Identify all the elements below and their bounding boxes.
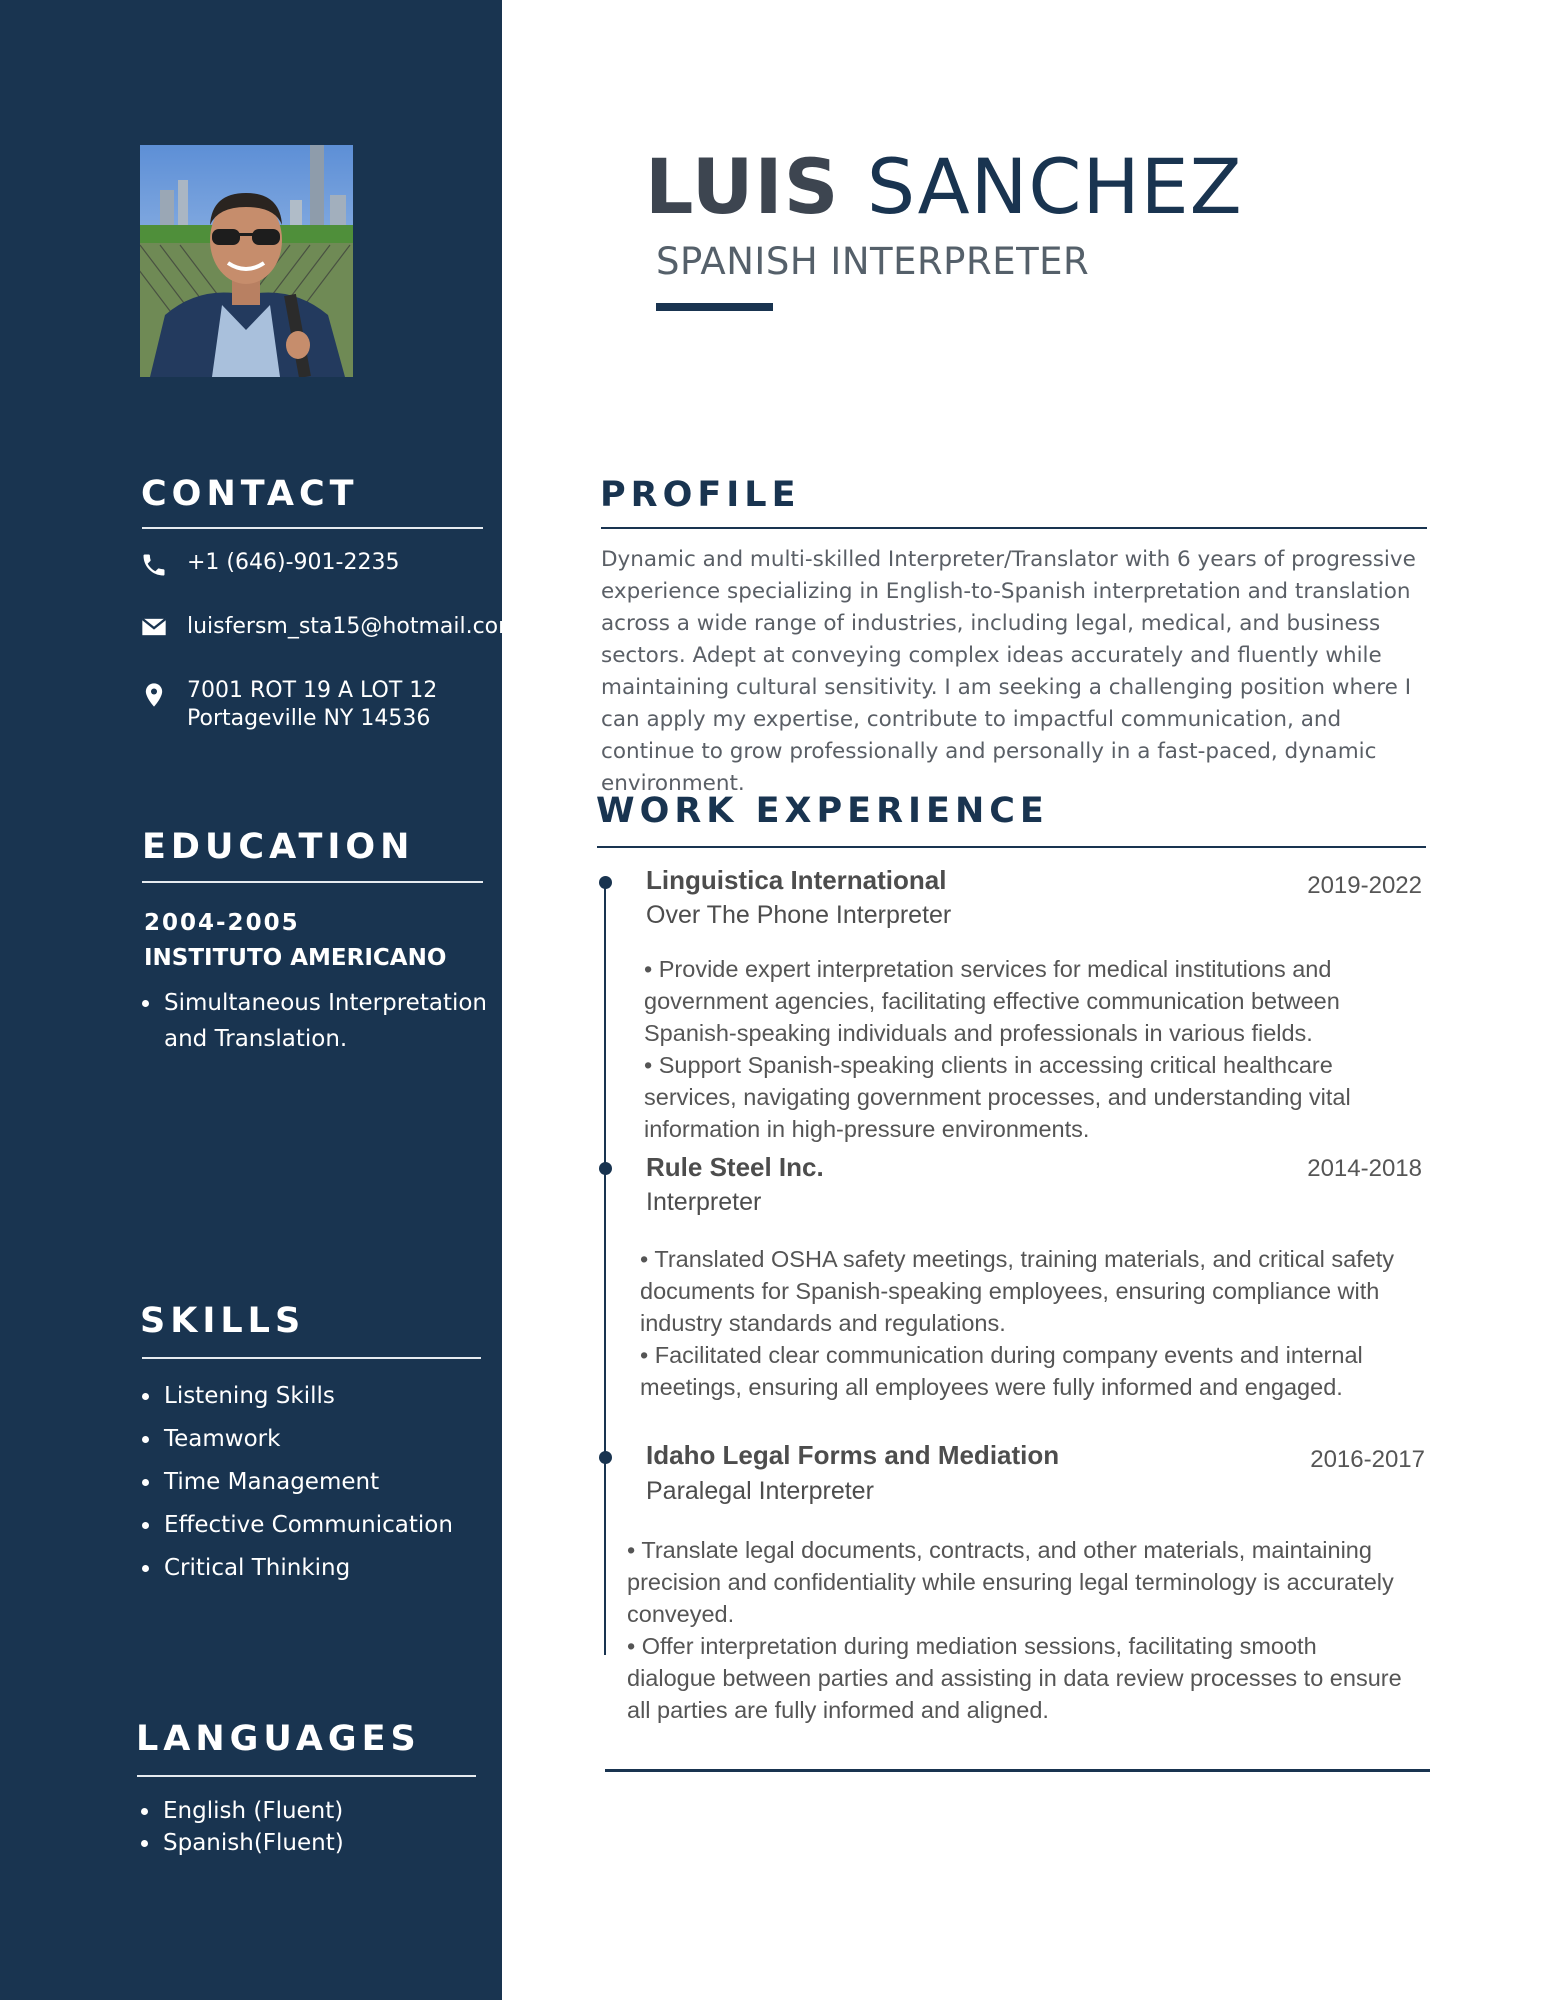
job-bullet: • Provide expert interpretation services for medical institutions and government agencies, facilitating effective communication between Spanish-speaking individuals and professionals in various fields. bbox=[644, 956, 1340, 1046]
title-accent-bar bbox=[656, 303, 773, 311]
bottom-divider bbox=[605, 1769, 1430, 1772]
skill-item: Critical Thinking bbox=[164, 1547, 453, 1590]
sidebar bbox=[0, 0, 520, 2000]
contact-heading: CONTACT bbox=[141, 474, 359, 514]
job-bullet: • Facilitated clear communication during company events and internal meetings, ensuring all employees were fully informed and engaged. bbox=[640, 1342, 1363, 1400]
skill-item: Effective Communication bbox=[164, 1504, 453, 1547]
job-description bbox=[644, 953, 1424, 1145]
job-company: Rule Steel Inc. bbox=[646, 1152, 824, 1182]
job-dates: 2014-2018 bbox=[1307, 1155, 1422, 1182]
first-name: LUIS bbox=[645, 142, 840, 231]
last-name: SANCHEZ bbox=[866, 142, 1243, 231]
address-line-2: Portageville NY 14536 bbox=[187, 706, 431, 731]
job-dates: 2016-2017 bbox=[1310, 1446, 1425, 1473]
skill-item: Teamwork bbox=[164, 1418, 453, 1461]
language-item: English (Fluent) bbox=[163, 1795, 344, 1827]
address-line-1: 7001 ROT 19 A LOT 12 bbox=[187, 678, 438, 703]
timeline-dot bbox=[599, 876, 612, 889]
languages-list bbox=[137, 1795, 344, 1859]
job-company: Idaho Legal Forms and Mediation bbox=[646, 1440, 1060, 1470]
education-years: 2004-2005 bbox=[144, 910, 300, 936]
job-bullet: • Translate legal documents, contracts, and other materials, maintaining precision and confidentiality while ensuring legal terminology is accurately conveyed. bbox=[627, 1537, 1394, 1627]
education-heading: EDUCATION bbox=[142, 827, 415, 867]
job-bullet: • Support Spanish-speaking clients in accessing critical healthcare services, navigating government processes, and understanding vital information in high-pressure environments. bbox=[644, 1052, 1351, 1142]
education-item: Simultaneous Interpretation and Translation. bbox=[164, 985, 504, 1057]
job-role: Interpreter bbox=[646, 1188, 762, 1216]
job-role: Over The Phone Interpreter bbox=[646, 901, 952, 929]
email-row bbox=[140, 611, 168, 641]
languages-divider bbox=[137, 1775, 476, 1777]
education-school: INSTITUTO AMERICANO bbox=[144, 945, 447, 971]
job-description bbox=[627, 1534, 1407, 1726]
language-item: Spanish(Fluent) bbox=[163, 1827, 344, 1859]
profile-photo bbox=[140, 145, 353, 377]
email-address[interactable]: luisfersm_sta15@hotmail.com bbox=[187, 614, 520, 639]
profile-summary: Dynamic and multi-skilled Interpreter/Translator with 6 years of progressive experience specializing in English-to-Spanish interpretation and translation across a wide range of industries, including legal, medical, and business sectors. Adept at conveying complex ideas accurately and fluently while maintaining cultural sensitivity. I am seeking a challenging position where I can apply my expertise, contribute to impactful communication, and continue to grow professionally and personally in a fast-paced, dynamic environment. bbox=[601, 547, 1416, 796]
job-bullet: • Translated OSHA safety meetings, training materials, and critical safety documents for Spanish-speaking employees, ensuring compliance with industry standards and regulations. bbox=[640, 1246, 1395, 1336]
candidate-name bbox=[645, 142, 1243, 232]
email-icon bbox=[140, 613, 168, 641]
skills-divider bbox=[142, 1357, 481, 1359]
address-row bbox=[140, 679, 168, 709]
education-list bbox=[138, 985, 504, 1057]
skill-item: Time Management bbox=[164, 1461, 453, 1504]
phone-icon bbox=[140, 551, 168, 579]
profile-divider bbox=[601, 527, 1427, 529]
timeline-dot bbox=[599, 1162, 612, 1175]
work-divider bbox=[597, 846, 1426, 848]
job-title: SPANISH INTERPRETER bbox=[656, 240, 1090, 283]
phone-number[interactable]: +1 (646)-901-2235 bbox=[187, 550, 400, 575]
timeline-line bbox=[604, 880, 606, 1655]
job-description bbox=[640, 1243, 1430, 1403]
job-company: Linguistica International bbox=[646, 865, 947, 895]
phone-row bbox=[140, 549, 168, 579]
languages-heading: LANGUAGES bbox=[136, 1719, 421, 1759]
timeline-dot bbox=[599, 1451, 612, 1464]
contact-divider bbox=[142, 527, 483, 529]
job-dates: 2019-2022 bbox=[1307, 872, 1422, 899]
skills-heading: SKILLS bbox=[140, 1301, 306, 1341]
skill-item: Listening Skills bbox=[164, 1375, 453, 1418]
job-bullet: • Offer interpretation during mediation sessions, facilitating smooth dialogue between parties and assisting in data review processes to ensure all parties are fully informed and aligned. bbox=[627, 1633, 1402, 1723]
job-role: Paralegal Interpreter bbox=[646, 1477, 874, 1505]
work-heading: WORK EXPERIENCE bbox=[596, 791, 1049, 831]
location-icon bbox=[140, 681, 168, 709]
skills-list bbox=[138, 1375, 453, 1590]
profile-heading: PROFILE bbox=[600, 475, 801, 515]
education-divider bbox=[142, 881, 483, 883]
